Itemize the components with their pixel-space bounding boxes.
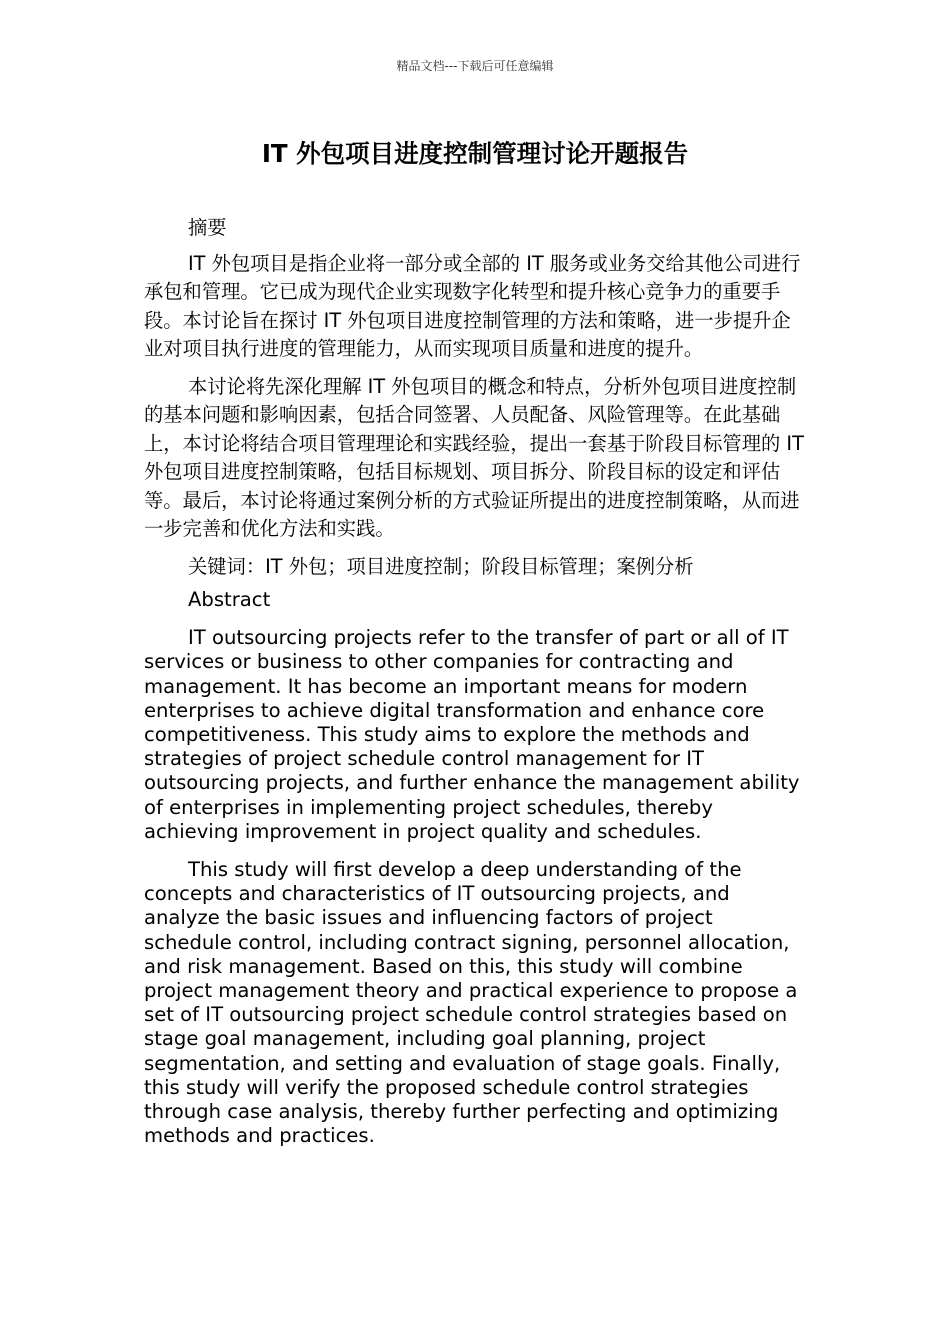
- header-note: 精品文档---下载后可任意编辑: [396, 59, 554, 73]
- abstract-en-paragraph-2: This study will first develop a deep understanding of the concepts and characteristics of IT outsourcing projects, and analyze the basic issues and influencing factors of project schedule control, including contract signing, personnel allocation, and risk management. Based on this, this study will combine project management theory and practical experience to propose a set of IT outsourcing project schedule control strategies based on stage goal management, including goal planning, project segmentation, and setting and evaluation of stage goals. Finally, this study will verify the proposed schedule control strategies through case analysis, thereby further perfecting and optimizing methods and practices.: [144, 858, 798, 1148]
- abstract-cn-heading: 摘要: [188, 216, 227, 239]
- abstract-cn-paragraph-2: 本讨论将先深化理解 IT 外包项目的概念和特点，分析外包项目进度控制的基本问题和影响因素，包括合同签署、人员配备、风险管理等。在此基础上，本讨论将结合项目管理理论和实践经验，提出一套基于阶段目标管理的 IT 外包项目进度控制策略，包括目标规划、项目拆分、阶段目标的设定和评估等。最后，本讨论将通过案例分析的方式验证所提出的进度控制策略，从而进一步完善和优化方法和实践。: [144, 374, 804, 540]
- abstract-en-heading: Abstract: [188, 588, 271, 611]
- abstract-cn-paragraph-1: IT 外包项目是指企业将一部分或全部的 IT 服务或业务交给其他公司进行承包和管理。它已成为现代企业实现数字化转型和提升核心竞争力的重要手段。本讨论旨在探讨 IT 外包项目进度控制管理的方法和策略，进一步提升企业对项目执行进度的管理能力，从而实现项目质量和进度的提升。: [144, 251, 801, 360]
- abstract-en-paragraph-1: IT outsourcing projects refer to the transfer of part or all of IT services or business to other companies for contracting and management. It has become an important means for modern enterprises to achieve digital transformation and enhance core competitiveness. This study aims to explore the methods and strategies of project schedule control management for IT outsourcing projects, and further enhance the management ability of enterprises in implementing project schedules, thereby achieving improvement in project quality and schedules.: [144, 626, 800, 843]
- document-title: IT 外包项目进度控制管理讨论开题报告: [261, 139, 689, 168]
- keywords-cn: 关键词：IT 外包；项目进度控制；阶段目标管理；案例分析: [188, 554, 694, 578]
- document-body: [144, 214, 806, 1162]
